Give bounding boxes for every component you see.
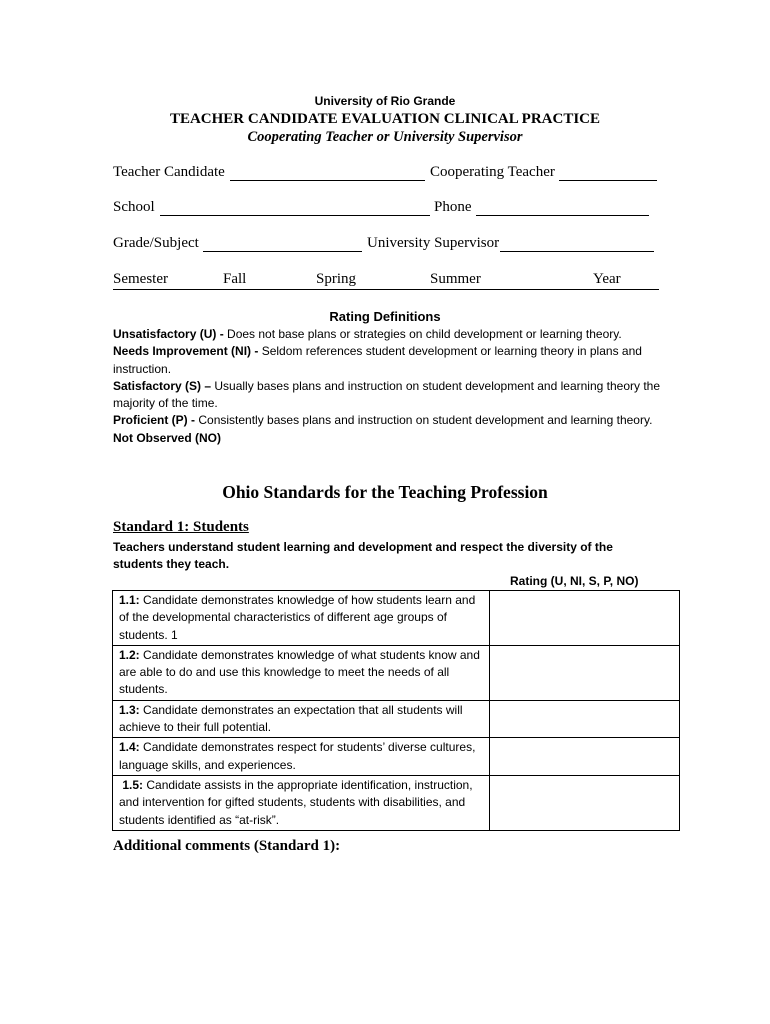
definition-proficient xyxy=(113,412,661,429)
criterion-text: Candidate demonstrates respect for students’ diverse cultures, language skills, and experiences. xyxy=(119,740,476,772)
criteria-table xyxy=(112,590,680,831)
rating-definitions-heading: Rating Definitions xyxy=(329,309,441,324)
definition-text: Usually bases plans and instruction on student development and learning theory the majority of the time. xyxy=(113,378,660,411)
rating-cell[interactable] xyxy=(489,645,679,700)
form-title: TEACHER CANDIDATE EVALUATION CLINICAL PRACTICE xyxy=(169,111,601,127)
phone-label: Phone xyxy=(434,199,472,215)
definition-text: Consistently bases plans and instruction on student development and learning theory. xyxy=(195,413,653,428)
definition-unsatisfactory xyxy=(113,326,661,343)
definition-term: Unsatisfactory (U) - xyxy=(113,327,224,341)
phone-line[interactable] xyxy=(476,201,649,216)
additional-comments-label: Additional comments (Standard 1): xyxy=(113,838,341,854)
criterion-number: 1.2: xyxy=(119,647,140,662)
criterion-text: Candidate demonstrates knowledge of how students learn and of the developmental characteristics of different age groups of students. 1 xyxy=(119,593,476,642)
rating-cell[interactable] xyxy=(489,591,679,646)
teacher-candidate-label: Teacher Candidate xyxy=(113,164,225,180)
criterion-cell xyxy=(113,591,490,646)
university-supervisor-line[interactable] xyxy=(500,237,654,252)
standard-1-description: Teachers understand student learning and development and respect the diversity of the students they teach. xyxy=(113,540,613,572)
definition-term: Proficient (P) - xyxy=(113,413,196,428)
definition-text: Seldom references student development or learning theory in plans and instruction. xyxy=(113,344,642,376)
university-supervisor-label: University Supervisor xyxy=(367,235,500,251)
rating-definitions-list xyxy=(113,326,661,447)
grade-subject-label: Grade/Subject xyxy=(113,235,199,251)
grade-subject-line[interactable] xyxy=(203,237,362,252)
rating-cell[interactable] xyxy=(489,700,679,738)
criterion-text: Candidate demonstrates knowledge of what students know and are able to do and use this knowledge to meet the needs of all students. xyxy=(119,647,480,697)
university-name: University of Rio Grande xyxy=(314,94,456,108)
definition-satisfactory xyxy=(113,378,661,413)
criterion-cell xyxy=(113,738,490,776)
definition-text: Does not base plans or strategies on child development or learning theory. xyxy=(223,327,622,341)
criterion-number: 1.5: xyxy=(122,777,144,792)
definition-term: Needs Improvement (NI) - xyxy=(113,344,259,359)
form-subtitle: Cooperating Teacher or University Supervisor xyxy=(247,129,523,145)
table-row xyxy=(113,591,680,646)
criterion-cell xyxy=(113,700,490,738)
definition-not-observed xyxy=(113,430,661,447)
rating-column-label: Rating (U, NI, S, P, NO) xyxy=(510,574,639,588)
criterion-cell xyxy=(113,645,490,700)
semester-fall[interactable]: Fall xyxy=(223,271,247,287)
definition-term: Satisfactory (S) – xyxy=(113,378,212,393)
cooperating-teacher-label: Cooperating Teacher xyxy=(430,164,555,180)
criterion-text: Candidate demonstrates an expectation that all students will achieve to their full potential. xyxy=(119,702,463,735)
school-label: School xyxy=(113,199,155,215)
school-line[interactable] xyxy=(160,201,430,216)
year-label: Year xyxy=(593,271,621,287)
criterion-number: 1.3: xyxy=(119,702,140,717)
semester-spring[interactable]: Spring xyxy=(316,271,357,287)
cooperating-teacher-line[interactable] xyxy=(559,166,657,181)
standard-1-title: Standard 1: Students xyxy=(113,519,249,535)
criterion-number: 1.1: xyxy=(119,593,140,607)
semester-label: Semester xyxy=(113,271,168,287)
rating-cell[interactable] xyxy=(489,775,679,830)
standards-heading: Ohio Standards for the Teaching Profession xyxy=(222,482,548,502)
table-row xyxy=(113,700,680,738)
definition-needs-improvement xyxy=(113,343,661,378)
semester-summer[interactable]: Summer xyxy=(430,271,481,287)
semester-underline xyxy=(113,289,659,290)
table-row xyxy=(113,775,680,830)
criterion-text: Candidate assists in the appropriate identification, instruction, and intervention for gifted students, students with disabilities, and students identified as “at-risk”. xyxy=(119,777,473,827)
rating-cell[interactable] xyxy=(489,738,679,776)
table-row xyxy=(113,738,680,776)
table-row xyxy=(113,645,680,700)
teacher-candidate-line[interactable] xyxy=(230,166,425,181)
criterion-number: 1.4: xyxy=(119,740,140,755)
definition-term: Not Observed (NO) xyxy=(113,430,222,445)
criterion-cell xyxy=(113,775,490,830)
